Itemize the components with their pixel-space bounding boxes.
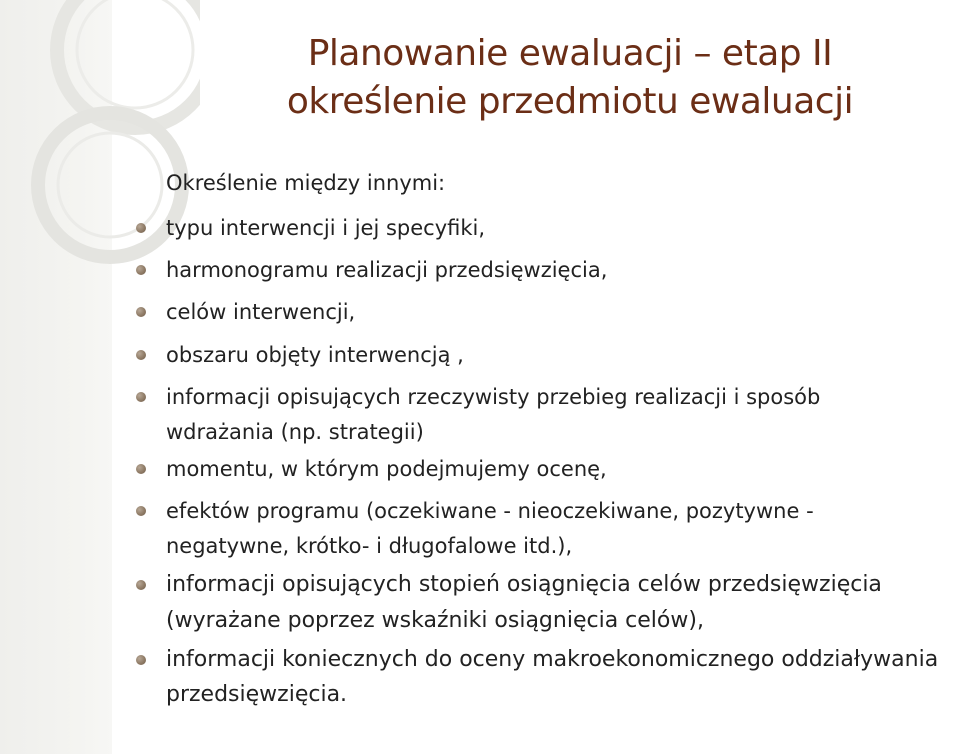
list-item-line: harmonogramu realizacji przedsięwzięcia, (166, 258, 608, 282)
slide-title (250, 30, 890, 126)
bullet-dot-icon (136, 392, 146, 402)
slide-title-line-1: Planowanie ewaluacji – etap II (307, 33, 833, 74)
bullet-dot-icon (136, 580, 146, 590)
list-item-line: informacji opisujących stopień osiągnięcia celów przedsięwzięcia (166, 572, 882, 597)
bullet-dot-icon (136, 506, 146, 516)
list-item-line: efektów programu (oczekiwane - nieoczekiwane, pozytywne - (166, 499, 814, 523)
bullet-dot-icon (136, 464, 146, 474)
list-item-line: momentu, w którym podejmujemy ocenę, (166, 457, 607, 481)
bullet-dot-icon (136, 307, 146, 317)
intro-text: Określenie między innymi: (166, 171, 446, 195)
bullet-dot-icon (136, 223, 146, 233)
bullet-dot-icon (136, 265, 146, 275)
bullet-dot-icon (136, 655, 146, 665)
list-item-line: wdrażania (np. strategii) (166, 420, 424, 444)
list-item-line: informacji opisujących rzeczywisty przebieg realizacji i sposób (166, 385, 821, 409)
list-item-line: (wyrażane poprzez wskaźniki osiągnięcia celów), (166, 608, 704, 633)
list-item-line: informacji koniecznych do oceny makroekonomicznego oddziaływania (166, 647, 939, 672)
list-item-line: przedsięwzięcia. (166, 682, 348, 707)
list-item-line: negatywne, krótko- i długofalowe itd.), (166, 534, 573, 558)
bullet-dot-icon (136, 350, 146, 360)
list-item-line: typu interwencji i jej specyfiki, (166, 216, 486, 240)
list-item-line: celów interwencji, (166, 300, 356, 324)
slide-title-line-2: określenie przedmiotu ewaluacji (286, 81, 854, 122)
list-item-line: obszaru objęty interwencją , (166, 343, 464, 367)
